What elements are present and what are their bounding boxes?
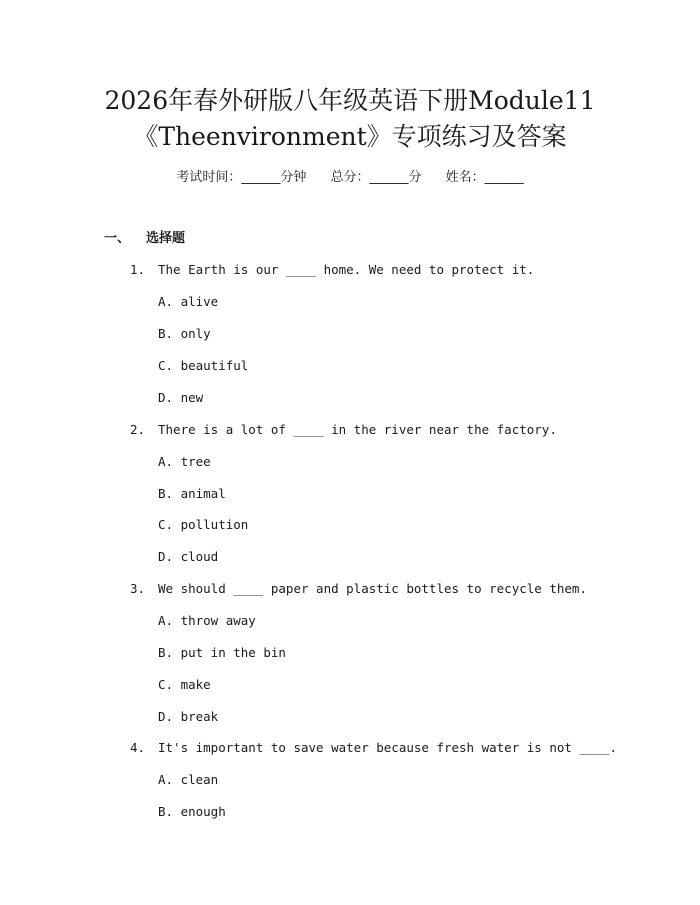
- answer-option: C. pollution: [158, 517, 249, 532]
- answer-option: A. clean: [158, 772, 219, 787]
- exam-meta: [0, 168, 700, 188]
- answer-option: A. throw away: [158, 613, 256, 628]
- question-number: 4.: [130, 740, 146, 755]
- answer-option: A. tree: [158, 454, 211, 469]
- page-title-line-2: 《Theenvironment》专项练习及答案: [133, 122, 567, 151]
- section-heading: [104, 229, 185, 249]
- answer-option: B. enough: [158, 804, 226, 819]
- exam-name-field: 姓名：______: [445, 170, 524, 185]
- question-number: 1.: [130, 262, 146, 277]
- answer-option: C. make: [158, 677, 211, 692]
- exam-total-score: 总分：______分: [330, 170, 422, 185]
- question-text: There is a lot of ____ in the river near the factory.: [158, 422, 557, 437]
- question: [130, 421, 557, 439]
- section-number: 一、: [104, 231, 131, 246]
- answer-option: B. animal: [158, 486, 226, 501]
- section-title: 选择题: [146, 231, 186, 246]
- question: [130, 580, 587, 598]
- answer-option: C. beautiful: [158, 358, 249, 373]
- question-text: It's important to save water because fresh water is not ____.: [158, 740, 618, 755]
- answer-option: D. break: [158, 709, 219, 724]
- exam-time: 考试时间：______分钟: [176, 170, 307, 185]
- question: [130, 261, 534, 279]
- question: [130, 739, 617, 757]
- answer-option: D. cloud: [158, 549, 219, 564]
- question-text: We should ____ paper and plastic bottles to recycle them.: [158, 581, 587, 596]
- answer-option: D. new: [158, 390, 204, 405]
- question-number: 2.: [130, 422, 146, 437]
- question-text: The Earth is our ____ home. We need to protect it.: [158, 262, 535, 277]
- answer-option: B. only: [158, 326, 211, 341]
- answer-option: B. put in the bin: [158, 645, 286, 660]
- page-title-line-1: 2026年春外研版八年级英语下册Module11: [104, 86, 596, 115]
- answer-option: A. alive: [158, 294, 219, 309]
- question-number: 3.: [130, 581, 146, 596]
